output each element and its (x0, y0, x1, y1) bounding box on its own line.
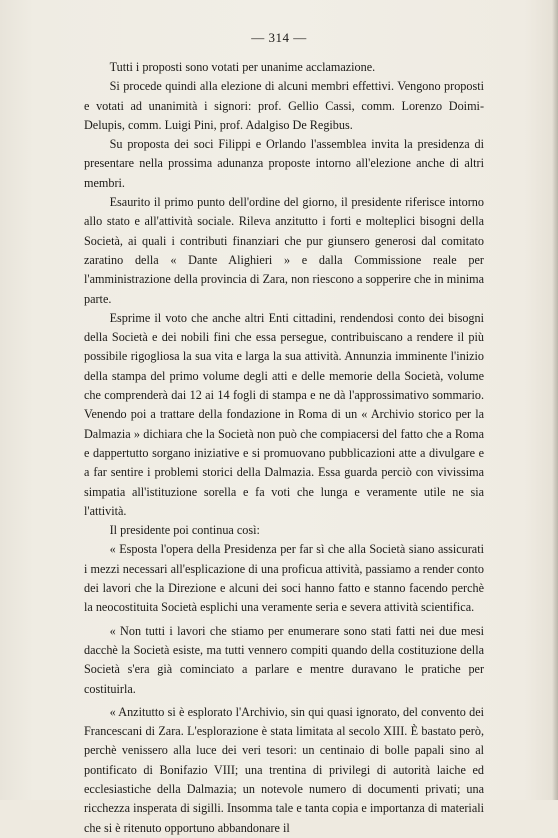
quote-paragraph: « Non tutti i lavori che stiamo per enumerare sono stati fatti nei due mesi dacchè la Società esiste, ma tutti vennero compiti quando della costituzione della Società s'era già cominciato a parlare e mentre duravano le pratiche per costituirla. (84, 623, 484, 696)
paragraph: Su proposta dei soci Filippi e Orlando l'assemblea invita la presidenza di presentare nella prossima adunanza proposte intorno all'elezione anche di altri membri. (84, 137, 484, 190)
paragraph: Esprime il voto che anche altri Enti cittadini, rendendosi conto dei bisogni della Società e dei nobili fini che essa persegue, contribuiscano a rendere il più possibile rigogliosa la sua vita e larga la sua attività. Annunzia imminente l'inizio della stampa del primo volume degli atti e delle memorie della Società, volume che comprenderà dai 12 ai 14 fogli di stampa e ne dà l'approssimativo sommario. Venendo poi a trattare della fondazione in Roma di un « Archivio storico per la Dalmazia » dichiara che la Società non può che compiacersi del fatto che a Roma e dappertutto sorgano iniziative e si promuovano pubblicazioni atte a divulgare e a far sentire i problemi storici della Dalmazia. Essa guarda perciò con vivissima simpatia all'istituzione sorella e fa voti che lunga e veramente utile ne sia l'attività. (84, 310, 484, 518)
page-edge-shadow (552, 0, 558, 800)
page-number: — 314 — (251, 30, 307, 45)
quote-paragraph: « Anzitutto si è esplorato l'Archivio, sin qui quasi ignorato, del convento dei Francescani di Zara. L'esplorazione è stata limitata al secolo XIII. È bastato però, perchè venissero alla luce dei veri tesori: un centinaio di bolle papali sino al pontificato di Bonifazio VIII; una trentina di privilegi di autorità laiche ed ecclesiastiche della Dalmazia; un notevole numero di documenti privati; una ricchezza insperata di sigilli. Insomma tale e tanta copia e importanza di materiali che si è ritenuto opportuno abbandonare il (84, 704, 484, 835)
paragraph: Tutti i proposti sono votati per unanime acclamazione. (109, 60, 376, 74)
paragraph: Esaurito il primo punto dell'ordine del giorno, il presidente riferisce intorno allo stato e all'attività sociale. Rileva anzitutto i forti e molteplici bisogni della Società, ai quali i contributi finanziari che pur giunsero generosi dal comitato zaratino della « Dante Alighieri » e dalla Commissione reale per l'amministrazione della provincia di Zara, non riescono a sopperire che in minima parte. (84, 195, 484, 306)
paragraph: Si procede quindi alla elezione di alcuni membri effettivi. Vengono proposti e votati ad unanimità i signori: prof. Gellio Cassi, comm. Lorenzo Doimi-Delupis, comm. Luigi Pini, prof. Adalgiso De Regibus. (84, 79, 484, 132)
paragraph: Il presidente poi continua così: (109, 523, 260, 538)
quote-paragraph: « Esposta l'opera della Presidenza per far sì che alla Società siano assicurati i mezzi necessari all'esplicazione di una proficua attività, passiamo a render conto dei lavori che la Direzione e alcuni dei soci hanno fatto e stanno facendo perchè la neocostituita Società esplichi una veramente seria e severa attività scientifica. (84, 542, 484, 615)
body-text (84, 58, 484, 838)
